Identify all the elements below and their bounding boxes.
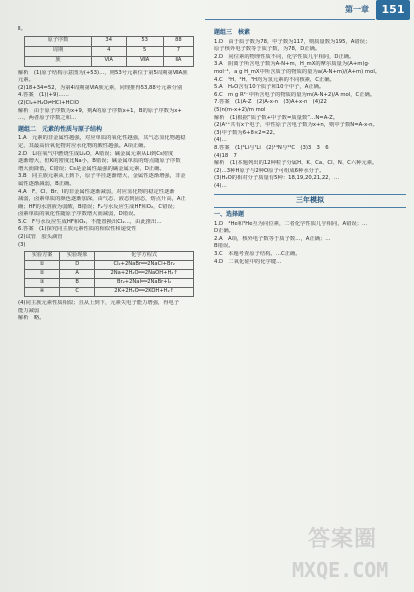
table-cell: 5 — [126, 46, 163, 56]
analysis-line: 解析 (1)原子结构示意图为(+53)…，则53号元素位于第5周期第ⅦA族 — [18, 69, 188, 76]
answer-line: 7.答案 (1)A-Z (2)A-x-n (3)A+x-n (4)22 — [214, 99, 327, 106]
answer-line: (5)n(m-x+2)/m mol — [214, 106, 266, 113]
answer-line: 属性逐渐减弱，B正确。 — [18, 180, 75, 187]
periodic-table-answer — [24, 36, 194, 67]
answer-line: 确；HF的水溶液为弱酸，B错误；F₂与水反应生成HF和O₂，C错误； — [18, 203, 178, 210]
answer-line: 1.D ⁴He和³He互为同位素，二者化学性质几乎相同，A错误；… — [214, 220, 368, 227]
header-rule — [205, 19, 375, 20]
table-cell: ⅡA — [163, 56, 193, 66]
answer-line: 能力减弱 — [18, 307, 40, 314]
analysis-line: 解析 由于原子序数为x+9，则A的原子序数x+1，B的原子序数为x+ — [18, 107, 182, 114]
answer-line: mol⁻¹，a g H_mX中所含质子的物质的量为a(A-N+m)/(A+m) mol。 — [214, 68, 381, 75]
answer-line: 原子核外电子数等于质子数，为78，D正确。 — [214, 46, 321, 53]
table-header-row — [25, 252, 194, 261]
watermark-logo: 答案圈 MXQE.COM — [292, 527, 389, 582]
answer-line: (2)试管 胶头滴管 — [18, 234, 63, 241]
analysis-line: (4)… — [214, 182, 227, 189]
answer-line: 6.C m g R²⁻中所含电子的物质的量为m(A-N+2)/A mol，C正确。 — [214, 91, 376, 98]
answer-line: 1.D 由于质子数为78，中子数为117，则质量数为195，A错误； — [214, 38, 371, 45]
table-cell: Br₂+2NaI══2NaBr+I₂ — [95, 279, 194, 288]
answer-line: 3.A 阴离子所含电子数为A-N+m，H_mX的摩尔质量为(A+m)g· — [214, 61, 370, 68]
chapter-label: 第一章 — [345, 5, 369, 14]
table-cell: 2Na+2H₂O══2NaOH+H₂↑ — [95, 270, 194, 279]
table-row — [25, 270, 194, 279]
table-row — [25, 56, 194, 66]
answer-line: 减弱，卤素单质的颜色逐渐加深，由气态、液态到固态，熔点升高，A正 — [18, 196, 186, 203]
answer-line: 1.A 元素的非金属性越强，对应单质的氧化性越强，其气态氢化物越稳 — [18, 135, 186, 142]
table-row — [25, 46, 194, 56]
table-cell: ③ — [25, 279, 60, 288]
right-column — [214, 26, 406, 266]
table-cell: ⅥA — [91, 56, 126, 66]
answer-line: 定，其最高价氧化物对应水化物的酸性越强。A项正确。 — [18, 142, 149, 149]
table-header-cell: 实验现象 — [60, 252, 95, 261]
table-cell: A — [60, 270, 95, 279]
left-column — [18, 26, 208, 323]
table-cell: 2K+2H₂O══2KOH+H₂↑ — [95, 288, 194, 297]
answer-line: 2.A A项，核外电子数等于质子数…，A正确；… — [214, 235, 331, 242]
table-header-cell: 化学方程式 — [95, 252, 194, 261]
answer-line: 4.答案 (1)(+9)…… — [18, 92, 69, 99]
table-cell: C — [60, 288, 95, 297]
table-cell: B — [60, 279, 95, 288]
table-row — [25, 279, 194, 288]
answer-line: 3.C 本题考查原子结构。…C正确。 — [214, 251, 301, 258]
analysis-line: 解析 (1)本题列出的12种粒子分属H、K、Ca、Cl、N、C六种元素。 — [214, 160, 378, 167]
top-line: Ⅱ。 — [18, 26, 26, 32]
page-number: 151 — [376, 0, 410, 20]
table-header-cell: 实验方案 — [25, 252, 60, 261]
analysis-line: 元素。 — [18, 77, 34, 84]
table-cell: 周期 — [25, 46, 92, 56]
answer-line: 8.答案 (1)⁶Li与⁷Li (2)¹⁴N与¹⁴C (3)3 3 6 — [214, 144, 329, 151]
answer-line: D正确。 — [214, 228, 234, 235]
table-cell: ② — [25, 270, 60, 279]
table-row — [25, 261, 194, 270]
analysis-line: (2)18+34=52，为第4周期第ⅥA族元素，同理推得53,88号元素分别 — [18, 84, 183, 91]
answer-line: 6.答案 (1)探究同主族元素性质的相似性和递变性 — [18, 226, 137, 233]
answer-line: 2.D Li在氧气中燃烧生成Li₂O，A错误；碱金属元素从Li到Cs密度 — [18, 150, 174, 157]
answer-line: 5.A H₂O含有10个质子和10个中子，A正确。 — [214, 84, 325, 91]
experiment-table — [24, 251, 194, 297]
section-heading: 题组三 核素 — [214, 29, 251, 36]
analysis-line: 解析 (1)根据“质子数+中子数=质量数”…N=A-Z。 — [214, 114, 339, 121]
answer-line: (4)18 7 — [214, 152, 237, 159]
table-cell: ④ — [25, 288, 60, 297]
table-cell: 53 — [126, 36, 163, 46]
analysis-line: (3)H₂O的相对分子质量有5种：18,19,20,21,22，… — [214, 175, 340, 182]
answer-line: 增大而降低，C错误；Cs是金属性最强的碱金属元素，D正确。 — [18, 165, 165, 172]
table-cell: D — [60, 261, 95, 270]
analysis-line: …，两者原子序数之和… — [18, 115, 77, 122]
answer-line: 逐渐增大，但K的密度比Na小，B错误；碱金属单质的熔点随原子序数 — [18, 158, 181, 165]
table-cell: 7 — [163, 46, 193, 56]
answer-line: B错误。 — [214, 243, 234, 250]
table-row — [25, 288, 194, 297]
page-header — [0, 0, 414, 22]
answer-line: 4.C ¹H、²H、³H均为氢元素的不同核素，C正确。 — [214, 76, 335, 83]
answer-line: 3.B 同主族元素从上到下，原子半径逐渐增大，金属性逐渐增强，非金 — [18, 173, 186, 180]
section-heading: 一、选择题 — [214, 211, 245, 219]
table-cell: 族 — [25, 56, 92, 66]
answer-line: 卤素单质的氧化性随原子序数增大而减弱，D错误。 — [18, 211, 139, 218]
table-cell: ⅦA — [126, 56, 163, 66]
answer-line: 2.D 同位素的物理性质不同，化学性质几乎相同，D正确。 — [214, 53, 355, 60]
table-row — [25, 36, 194, 46]
analysis-line: (3)中子数为6+8×2=22。 — [214, 129, 279, 136]
table-cell: 4 — [91, 46, 126, 56]
section-heading: 题组二 元素的性质与原子结构 — [18, 125, 103, 133]
three-year-simulation-banner: 三年模拟 — [214, 194, 406, 208]
analysis-line: (2)Aˣ⁺共有x个电子，中性原子含电子数为x+n，则中子数N=A-x-n。 — [214, 122, 378, 129]
analysis-line: (2)…3种H原子与2种O原子可组成6种水分子。 — [214, 167, 325, 174]
table-cell: ① — [25, 261, 60, 270]
answer-line: 5.C F与水反应生成HF和O₂，不能置换出Cl₂…，由此推出… — [18, 218, 162, 225]
table-cell: Cl₂+2NaBr══2NaCl+Br₂ — [95, 261, 194, 270]
table-cell: 34 — [91, 36, 126, 46]
table-cell: 88 — [163, 36, 193, 46]
answer-line: 4.A F、Cl、Br、I的非金属性逐渐减弱，对应氢化物的稳定性逐渐 — [18, 188, 175, 195]
table-cell: 原子序数 — [25, 36, 92, 46]
answer-line: 4.D 二氧化硅中的化学键… — [214, 258, 282, 265]
analysis-line: (4)… — [214, 137, 227, 144]
answer-line: (4)同主族元素性质相似；且从上到下，元素失电子能力增强，得电子 — [18, 300, 180, 307]
answer-line: (2)Cl₂+H₂O⇌HCl+HClO — [18, 99, 79, 106]
answer-line: (3) — [18, 241, 26, 248]
analysis-line: 解析 略。 — [18, 315, 45, 322]
